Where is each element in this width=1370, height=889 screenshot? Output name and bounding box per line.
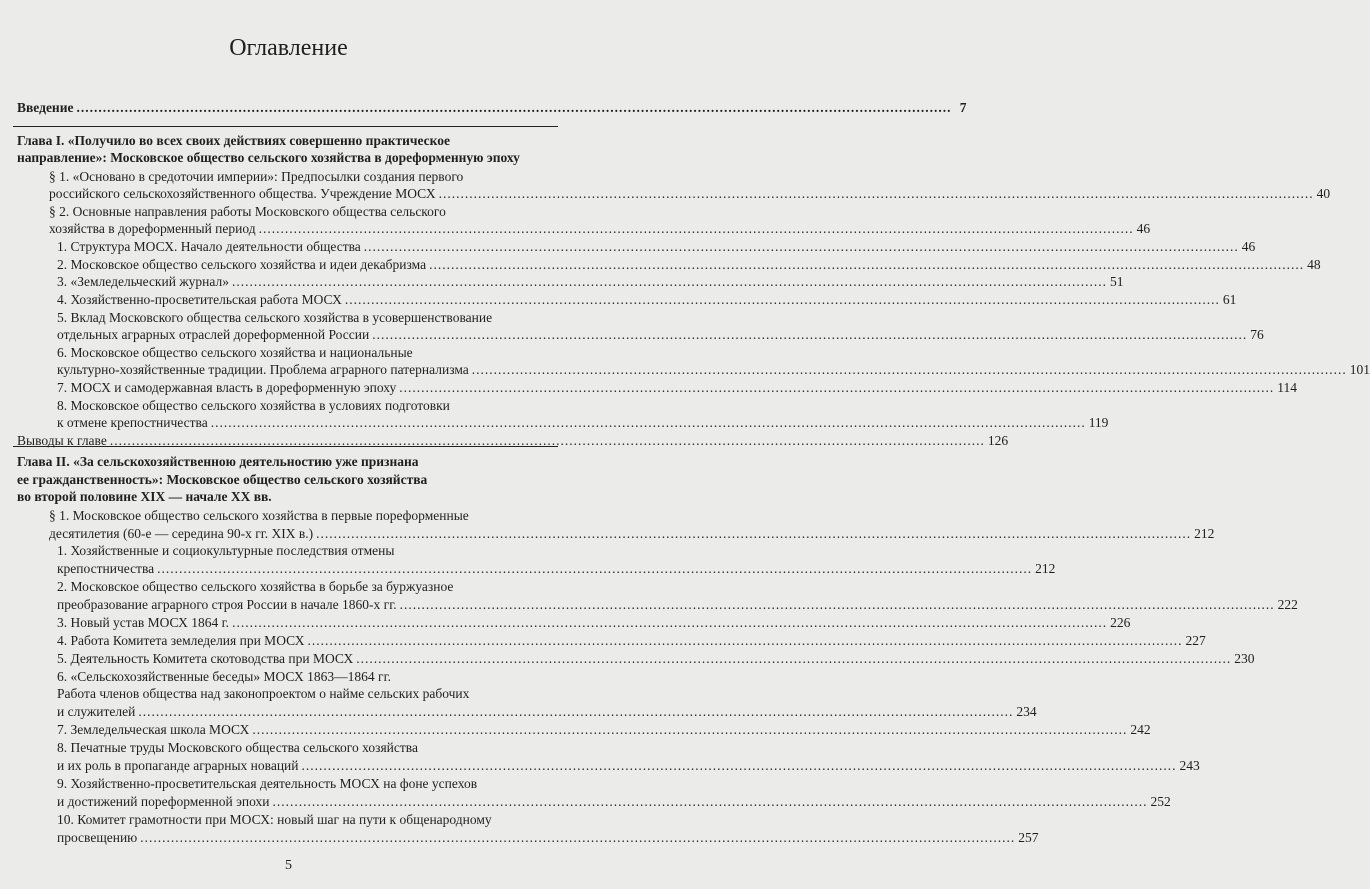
toc-entry <box>17 454 419 470</box>
toc-entry <box>57 686 469 702</box>
toc-entry-page: 212 <box>1035 561 1056 576</box>
toc-entry-text: Глава II. «За сельскохозяйственною деятельностию уже признана <box>17 454 419 469</box>
toc-entry <box>49 186 1331 202</box>
page-number: 5 <box>285 858 292 873</box>
toc-entry <box>57 561 1056 577</box>
toc-entry-page: 51 <box>1109 274 1124 289</box>
toc-entry-text: 5. Деятельность Комитета скотоводства при МОСХ <box>57 651 354 666</box>
toc-entry-text: 8. Московское общество сельского хозяйства в условиях подготовки <box>57 398 450 413</box>
toc-entry <box>57 274 1124 290</box>
toc-entry-text: 2. Московское общество сельского хозяйства в борьбе за буржуазное <box>57 579 454 594</box>
toc-entry <box>49 169 463 185</box>
toc-entry-text: 3. Новый устав МОСХ 1864 г. <box>57 615 230 630</box>
toc-entry-text: хозяйства в дореформенный период <box>49 221 256 236</box>
dot-leader: ........................................................................................................................................................................................................ <box>316 526 1192 541</box>
toc-entry <box>57 345 413 361</box>
toc-entry-text: российского сельскохозяйственного общества. Учреждение МОСХ <box>49 186 436 201</box>
toc-entry <box>57 740 418 756</box>
toc-entry <box>57 239 1256 255</box>
toc-entry-text: 10. Комитет грамотности при МОСХ: новый шаг на пути к общенародному <box>57 812 492 827</box>
toc-entry-text: 4. Работа Комитета земледелия при МОСХ <box>57 633 305 648</box>
toc-entry <box>49 221 1151 237</box>
toc-entry <box>57 633 1206 649</box>
toc-entry-text: 5. Вклад Московского общества сельского хозяйства в усовершенствование <box>57 310 493 325</box>
dot-leader: ........................................................................................................................................................................................................ <box>307 633 1183 648</box>
toc-entry-text: ее гражданственность»: Московское общество сельского хозяйства <box>17 472 428 487</box>
toc-entry-text: 6. «Сельскохозяйственные беседы» МОСХ 1863—1864 гг. <box>57 669 391 684</box>
toc-entry-page: 227 <box>1185 633 1206 648</box>
toc-entry-text: отдельных аграрных отраслей дореформенной России <box>57 327 370 342</box>
toc-entry-page: 101 <box>1349 362 1370 377</box>
dot-leader: ........................................................................................................................................................................................................ <box>109 433 985 448</box>
toc-entry-text: 6. Московское общество сельского хозяйства и национальные <box>57 345 413 360</box>
dot-leader: ........................................................................................................................................................................................................ <box>157 561 1033 576</box>
toc-entry-page: 252 <box>1150 794 1171 809</box>
dot-leader: ........................................................................................................................................................................................................ <box>258 221 1134 236</box>
toc-entry <box>57 398 450 414</box>
toc-entry-text: 8. Печатные труды Московского общества сельского хозяйства <box>57 740 418 755</box>
toc-entry-page: 7 <box>959 100 967 115</box>
dot-leader: ........................................................................................................................................................................................................ <box>429 257 1305 272</box>
toc-entry-text: Введение <box>17 100 74 115</box>
dot-leader: ........................................................................................................................................................................................................ <box>399 380 1275 395</box>
toc-entry-text: § 1. Московское общество сельского хозяйства в первые пореформенные <box>49 508 469 523</box>
toc-entry-text: крепостничества <box>57 561 155 576</box>
toc-entry <box>17 133 450 149</box>
toc-entry <box>57 543 394 559</box>
toc-entry-text: 1. Структура МОСХ. Начало деятельности общества <box>57 239 361 254</box>
toc-entry-text: Работа членов общества над законопроектом о найме сельских рабочих <box>57 686 470 701</box>
toc-entry <box>17 433 1009 449</box>
toc-entry-text: 7. МОСХ и самодержавная власть в дореформенную эпоху <box>57 380 397 395</box>
dot-leader: ........................................................................................................................................................................................................ <box>363 239 1239 254</box>
dot-leader: ........................................................................................................................................................................................................ <box>471 362 1347 377</box>
toc-entry-page: 257 <box>1018 830 1039 845</box>
toc-entry-page: 234 <box>1016 704 1037 719</box>
dot-leader: ........................................................................................................................................................................................................ <box>272 794 1148 809</box>
toc-entry <box>57 579 453 595</box>
toc-entry <box>17 472 427 488</box>
toc-entry-page: 230 <box>1234 651 1255 666</box>
toc-entry-page: 76 <box>1250 327 1264 342</box>
dot-leader: ........................................................................................................................................................................................................ <box>438 186 1314 201</box>
toc-entry-page: 61 <box>1222 292 1237 307</box>
toc-entry-text: и достижений пореформенной эпохи <box>57 794 270 809</box>
toc-entry <box>57 257 1321 273</box>
toc-entry-text: 3. «Земледельческий журнал» <box>57 274 229 289</box>
toc-entry-text: преобразование аграрного строя России в начале 1860-х гг. <box>57 597 397 612</box>
dot-leader: ........................................................................................................................................................................................................ <box>231 274 1107 289</box>
toc-entry-page: 222 <box>1277 597 1298 612</box>
toc-entry <box>57 597 1298 613</box>
toc-entry-text: 4. Хозяйственно-просветительская работа МОСХ <box>57 292 342 307</box>
toc-entry-page: 226 <box>1110 615 1131 630</box>
toc-entry <box>49 526 1215 542</box>
toc-entry-page: 40 <box>1316 186 1331 201</box>
toc-entry <box>57 651 1255 667</box>
dot-leader: ........................................................................................................................................................................................................ <box>252 722 1128 737</box>
toc-entry <box>17 150 520 166</box>
toc-entry <box>57 327 1264 343</box>
toc-entry-text: направление»: Московское общество сельского хозяйства в дореформенную эпоху <box>17 150 520 165</box>
toc-entry-text: к отмене крепостничества <box>57 415 208 430</box>
dot-leader: ........................................................................................................................................................................................................ <box>138 704 1014 719</box>
toc-entry-text: и служителей <box>57 704 136 719</box>
dot-leader: ........................................................................................................................................................................................................ <box>76 100 952 115</box>
page-title: Оглавление <box>229 35 348 61</box>
toc-entry-page: 243 <box>1179 758 1200 773</box>
toc-entry-text: 7. Земледельческая школа МОСХ <box>57 722 250 737</box>
toc-entry <box>57 292 1237 308</box>
toc-entry-page: 114 <box>1277 380 1297 395</box>
dot-leader: ........................................................................................................................................................................................................ <box>344 292 1220 307</box>
dot-leader: ........................................................................................................................................................................................................ <box>372 327 1248 342</box>
toc-entry-text: Глава I. «Получило во всех своих действиях совершенно практическое <box>17 133 450 148</box>
toc-entry-text: 2. Московское общество сельского хозяйства и идеи декабризма <box>57 257 427 272</box>
toc-entry-text: § 1. «Основано в средоточии империи»: Предпосылки создания первого <box>49 169 464 184</box>
toc-entry <box>57 362 1370 378</box>
toc-entry <box>17 489 272 505</box>
toc-entry <box>57 615 1131 631</box>
dot-leader: ........................................................................................................................................................................................................ <box>301 758 1177 773</box>
dot-leader: ........................................................................................................................................................................................................ <box>140 830 1016 845</box>
toc-entry-text: культурно-хозяйственные традиции. Проблема аграрного патернализма <box>57 362 469 377</box>
toc-entry-page: 212 <box>1194 526 1215 541</box>
toc-entry <box>57 722 1151 738</box>
toc-entry <box>57 704 1037 720</box>
toc-entry <box>57 776 477 792</box>
dot-leader: ........................................................................................................................................................................................................ <box>232 615 1108 630</box>
toc-entry-page: 126 <box>987 433 1009 448</box>
toc-entry <box>49 508 469 524</box>
toc-entry-text: 1. Хозяйственные и социокультурные последствия отмены <box>57 543 395 558</box>
toc-entry <box>57 380 1297 396</box>
toc-entry <box>49 204 446 220</box>
toc-entry-text: Выводы к главе <box>17 433 107 448</box>
toc-entry-text: во второй половине XIX — начале ХХ вв. <box>17 489 272 504</box>
toc-entry <box>57 830 1039 846</box>
toc-entry-text: § 2. Основные направления работы Московского общества сельского <box>49 204 446 219</box>
dot-leader: ........................................................................................................................................................................................................ <box>356 651 1232 666</box>
toc-entry-page: 46 <box>1136 221 1151 236</box>
toc-entry <box>57 758 1200 774</box>
dot-leader: ........................................................................................................................................................................................................ <box>210 415 1086 430</box>
toc-entry-page: 119 <box>1088 415 1109 430</box>
toc-entry <box>17 100 967 116</box>
toc-entry-page: 242 <box>1130 722 1151 737</box>
toc-entry-text: и их роль в пропаганде аграрных новаций <box>57 758 299 773</box>
toc-entry-text: десятилетия (60-е — середина 90-х гг. XIX в.) <box>49 526 314 541</box>
toc-entry <box>57 794 1171 810</box>
toc-entry-text: просвещению <box>57 830 138 845</box>
section-divider <box>13 126 558 127</box>
toc-entry <box>57 812 492 828</box>
toc-entry <box>57 669 391 685</box>
dot-leader: ........................................................................................................................................................................................................ <box>399 597 1275 612</box>
toc-entry-text: 9. Хозяйственно-просветительская деятельность МОСХ на фоне успехов <box>57 776 478 791</box>
toc-entry <box>57 310 492 326</box>
toc-entry-page: 48 <box>1307 257 1321 272</box>
toc-entry-page: 46 <box>1241 239 1256 254</box>
toc-entry <box>57 415 1109 431</box>
